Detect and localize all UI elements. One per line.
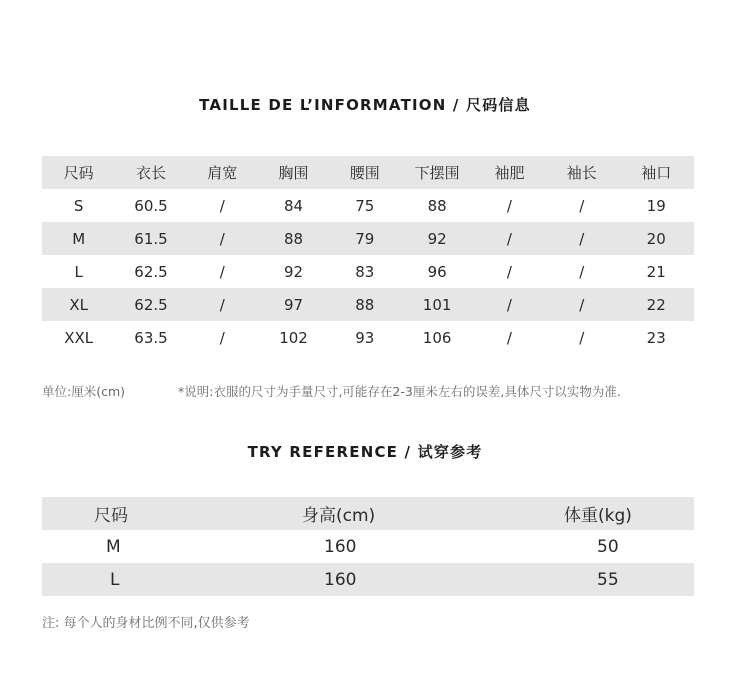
cell: 62.5: [115, 288, 186, 321]
cell: /: [506, 196, 512, 215]
cell: 96: [427, 262, 447, 281]
cell: /: [219, 328, 225, 347]
cell: 160: [324, 536, 357, 557]
cell: 106: [422, 328, 452, 347]
unit-note: 单位:厘米(cm): [42, 384, 126, 399]
cell: 160: [188, 563, 494, 596]
cell: 102: [279, 328, 308, 347]
cell: /: [579, 262, 585, 281]
table-row: [42, 255, 694, 288]
cell: /: [579, 328, 585, 347]
cell: 79: [329, 222, 400, 255]
reference-footnote: 注: 每个人的身材比例不同,仅供参考: [42, 616, 250, 631]
cell: 63.5: [134, 328, 168, 347]
size-info-title: TAILLE DE L’INFORMATION / 尺码信息: [199, 96, 531, 114]
try-reference-table: [42, 497, 694, 596]
header-cell: 袖口: [618, 156, 694, 189]
cell: 88: [258, 222, 329, 255]
table-row: [42, 563, 694, 596]
header-cell: 尺码: [42, 156, 115, 189]
cell: XL: [42, 288, 115, 321]
header-cell: 尺码: [42, 497, 188, 530]
size-table: [42, 156, 694, 354]
try-table-header-row: [42, 497, 694, 530]
table-row: [42, 288, 694, 321]
try-reference-title: TRY REFERENCE / 试穿参考: [247, 443, 483, 461]
cell: /: [545, 222, 618, 255]
cell: 50: [597, 536, 619, 557]
cell: M: [106, 536, 121, 557]
cell: 92: [400, 222, 473, 255]
cell: L: [74, 262, 83, 281]
cell: 84: [283, 196, 304, 215]
cell: 55: [494, 563, 694, 596]
cell: /: [506, 328, 512, 347]
header-cell: 腰围: [329, 156, 400, 189]
cell: 93: [355, 328, 375, 347]
cell: 20: [618, 222, 694, 255]
header-cell: 胸围: [258, 156, 329, 189]
header-cell: 袖肥: [474, 156, 545, 189]
cell: XXL: [64, 328, 94, 347]
cell: 60.5: [134, 196, 168, 215]
cell: 22: [618, 288, 694, 321]
header-cell: 衣长: [115, 156, 186, 189]
header-cell: 身高(cm): [188, 497, 494, 530]
size-table-header-row: [42, 156, 694, 189]
table-row: [42, 189, 694, 222]
table-row: [42, 222, 694, 255]
header-cell: 下摆围: [400, 156, 473, 189]
cell: S: [73, 196, 84, 215]
header-cell: 体重(kg): [494, 497, 694, 530]
header-cell: 肩宽: [187, 156, 258, 189]
cell: /: [506, 262, 512, 281]
cell: /: [474, 222, 545, 255]
cell: /: [187, 222, 258, 255]
table-row: [42, 321, 694, 354]
cell: M: [42, 222, 115, 255]
cell: 21: [646, 262, 666, 281]
cell: 62.5: [134, 262, 168, 281]
cell: 75: [355, 196, 375, 215]
cell: 92: [283, 262, 304, 281]
cell: 83: [355, 262, 375, 281]
cell: /: [219, 262, 225, 281]
measurement-disclaimer: *说明:衣服的尺寸为手量尺寸,可能存在2-3厘米左右的误差,具体尺寸以实物为准.: [178, 384, 621, 399]
cell: 88: [329, 288, 400, 321]
cell: 23: [646, 328, 666, 347]
cell: /: [545, 288, 618, 321]
table-row: [42, 530, 694, 563]
cell: /: [579, 196, 585, 215]
cell: 101: [400, 288, 473, 321]
cell: 97: [258, 288, 329, 321]
cell: /: [187, 288, 258, 321]
cell: 19: [646, 196, 666, 215]
cell: L: [42, 563, 188, 596]
cell: /: [219, 196, 225, 215]
header-cell: 袖长: [545, 156, 618, 189]
cell: /: [474, 288, 545, 321]
cell: 88: [427, 196, 447, 215]
cell: 61.5: [115, 222, 186, 255]
